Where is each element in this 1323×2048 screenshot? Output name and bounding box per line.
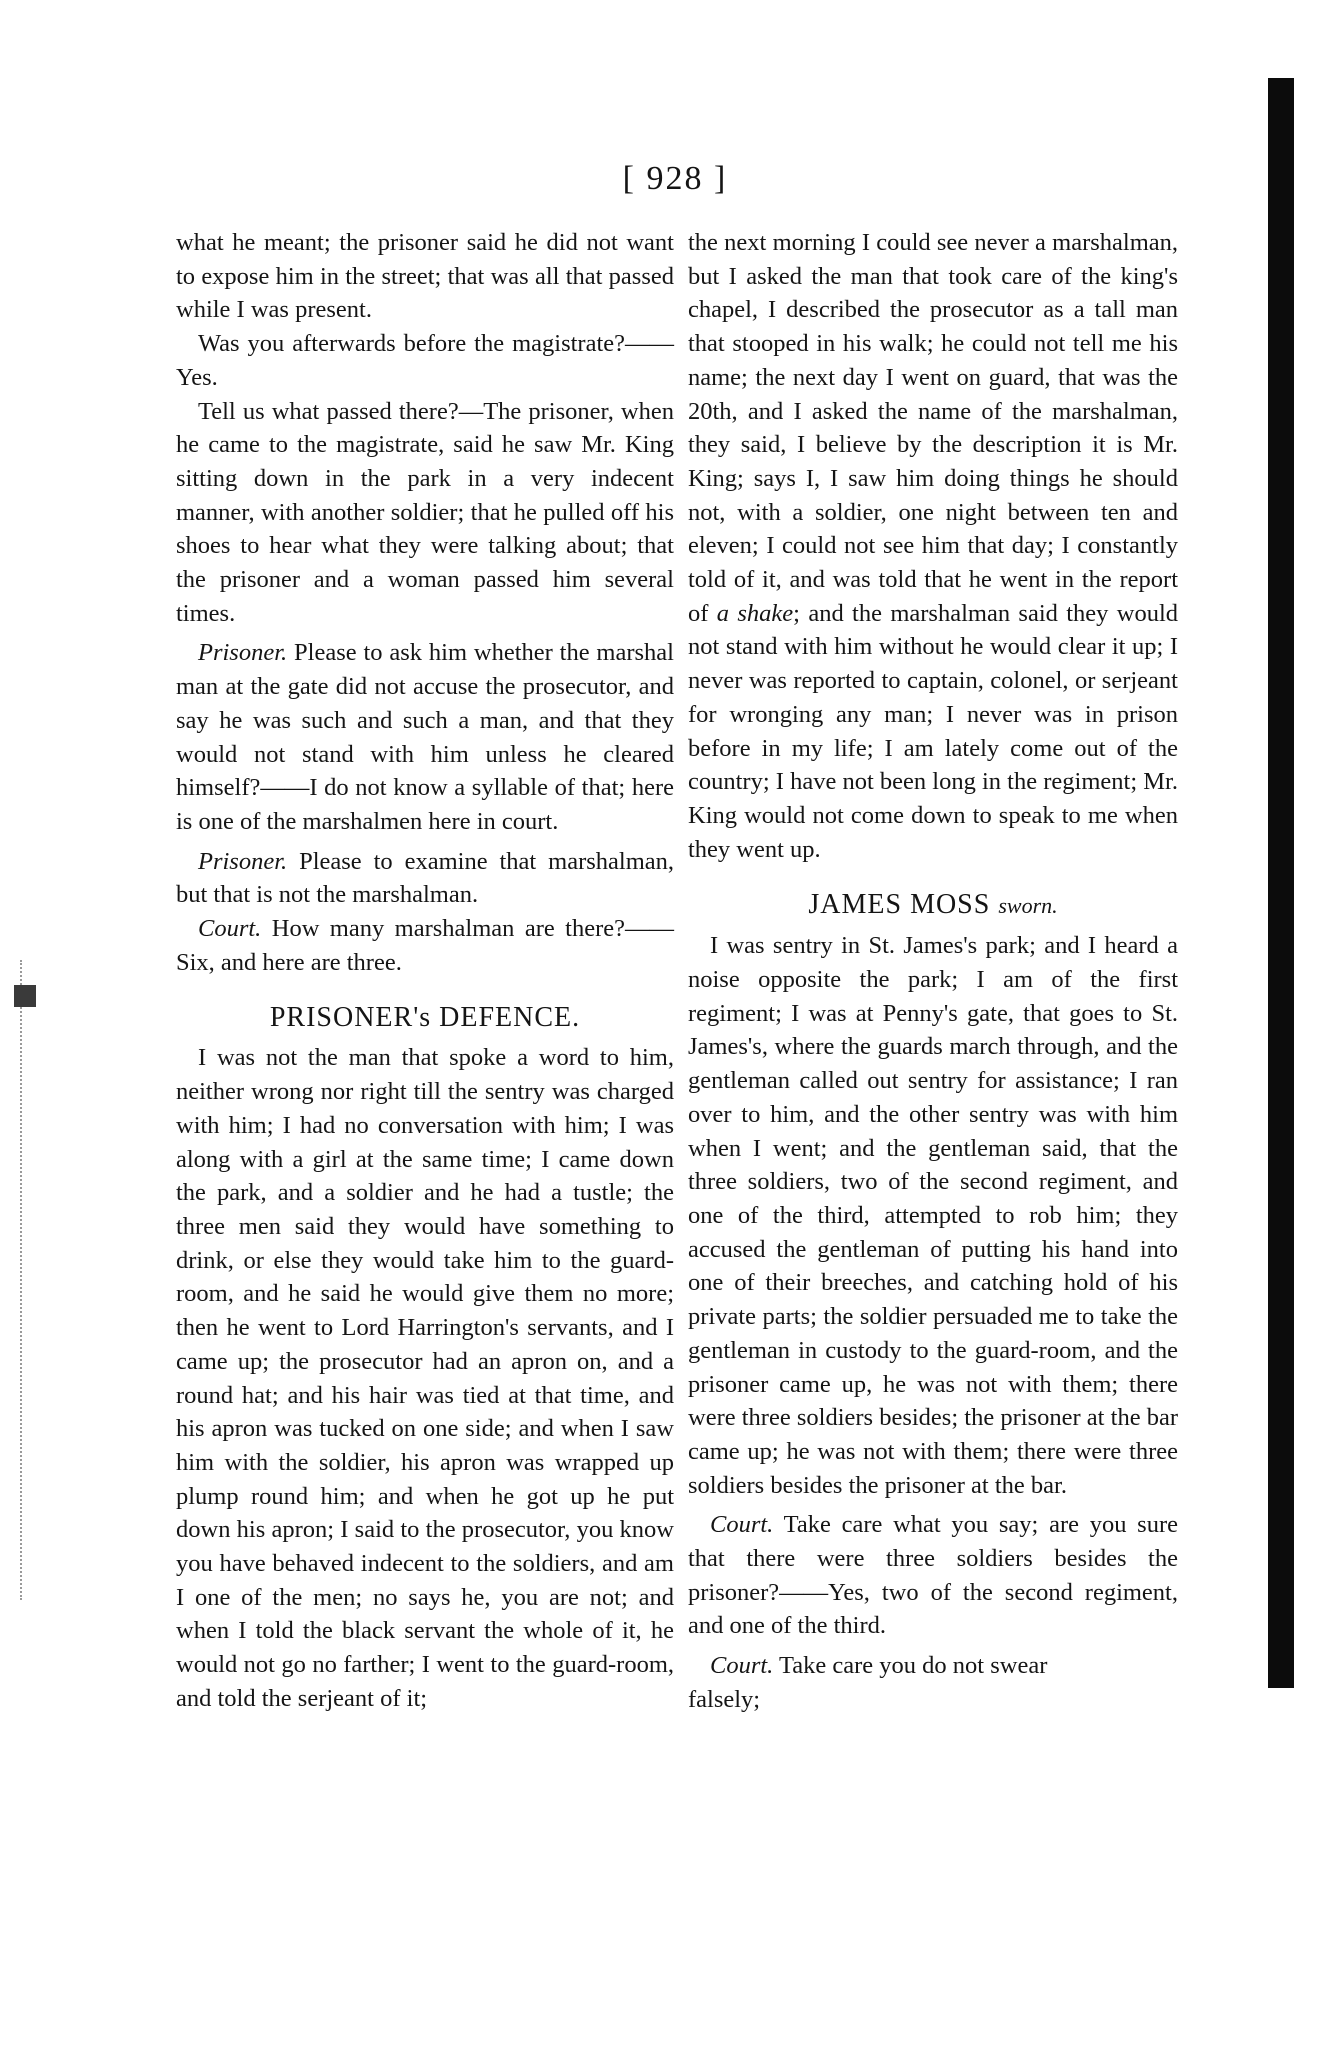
sworn-label: sworn. — [998, 893, 1058, 919]
page-number: [ 928 ] — [622, 160, 728, 197]
paragraph: what he meant; the prisoner said he did not want to expose him in the street; that was all that passed while I was present. — [176, 229, 674, 324]
paragraph — [688, 1508, 1178, 1643]
scan-edge-bar — [1268, 78, 1294, 1688]
right-column — [688, 226, 1178, 1717]
paragraph: I was not the man that spoke a word to him, neither wrong nor right till the sentry was charged with him; I had no conversation with him; I was along with a girl at the same time; I came down the park, and a soldier and he had a tustle; the three men said they would have something to drink, or else they would take him to the guard-room, and he said he would give them no more; then he went to Lord Harrington's servants, and I came up; the prosecutor had an apron on, and a round hat; and his hair was tied at that time, and his apron was tucked on one side; and when I saw him with the soldier, his apron was wrapped up plump round him; and when he got up he put down his apron; I said to the prosecutor, you know you have behaved indecent to the soldiers, and am I one of the men; no says he, you are not; and when I told the black servant the whole of it, he would not go no farther; I went to the guard-room, and told the serjeant of it; — [176, 1044, 674, 1712]
paragraph-text: Please to ask him whether the marshal man at the gate did not accuse the prosecutor, and say he was such and such a man, and that they would not stand with him unless he cleared himself?——I do not know a syllable of that; here is one of the marshalmen here in court. — [176, 639, 674, 835]
paragraph-text: the next morning I could see never a marshalman, but I asked the man that took care of the king's chapel, I described the prosecutor as a tall man that stooped in his walk; he could not tell me his name; the next day I went on guard, that was the 20th, and I asked the name of the marshalman, they said, I believe by the description it is Mr. King; says I, I saw him doing things he should not, with a soldier, one night between ten and eleven; I could not see him that day; I constantly told of it, and was told that he went in the report of — [688, 229, 1178, 627]
paragraph: Was you afterwards before the magistrate?——Yes. — [176, 330, 674, 391]
speaker-label: Court. — [710, 1511, 774, 1539]
scan-margin-blot — [14, 985, 36, 1007]
speaker-label: Court. — [198, 915, 262, 943]
paragraph — [176, 636, 674, 838]
paragraph — [688, 1649, 1178, 1683]
paragraph: I was sentry in St. James's park; and I heard a noise opposite the park; I am of the first regiment; I was at Penny's gate, that goes to St. James's, where the guards march through, and the gentleman called out sentry for assistance; I ran over to him, and the other sentry was with him when I went; and the gentleman said, that the three soldiers, two of the second regiment, and one of the third, attempted to rob him; they accused the gentleman of putting his hand into one of their breeches, and catching hold of his private parts; the soldier persuaded me to take the gentleman in custody to the guard-room, and the prisoner came up, he was not with them; there were three soldiers besides; the prisoner at the bar came up; he was not with them; there were three soldiers besides the prisoner at the bar. — [688, 932, 1178, 1499]
paragraph — [688, 226, 1178, 866]
section-heading: PRISONER's DEFENCE. — [269, 1002, 581, 1034]
left-column — [176, 226, 674, 1716]
paragraph-text: Take care you do not swear — [779, 1652, 1048, 1680]
scan-margin-marks — [20, 960, 38, 1600]
speaker-label: Prisoner. — [198, 639, 288, 667]
paragraph-text: ; and the marshalman said they would not stand with him without he would clear it up; I never was reported to captain, colonel, or serjeant for wronging any man; I never was in prison before in my life; I am lately come out of the country; I have not been long in the regiment; Mr. King would not come down to speak to me when they went up. — [688, 599, 1179, 863]
paragraph: Tell us what passed there?—The prisoner, when he came to the magistrate, said he saw Mr. King sitting down in the park in a very indecent manner, with another soldier; that he pulled off his shoes to hear what they were talking about; that the prisoner and a woman passed him several times. — [176, 397, 674, 627]
speaker-label: Court. — [710, 1652, 774, 1680]
paragraph-text: Take care what you say; are you sure that there were three soldiers besides the prisoner?——Yes, two of the second regiment, and one of the third. — [688, 1511, 1178, 1640]
italic-phrase: a shake — [716, 599, 794, 627]
paragraph-text: How many marshalman are there?——Six, and here are three. — [176, 915, 674, 976]
catchword: falsely; — [688, 1685, 761, 1713]
paragraph — [176, 912, 674, 979]
paragraph-text: Please to examine that marshalman, but that is not the marshalman. — [176, 847, 675, 909]
witness-name: JAMES MOSS — [808, 889, 991, 921]
paragraph — [176, 845, 674, 912]
speaker-label: Prisoner. — [198, 847, 288, 875]
section-heading — [688, 888, 1178, 923]
